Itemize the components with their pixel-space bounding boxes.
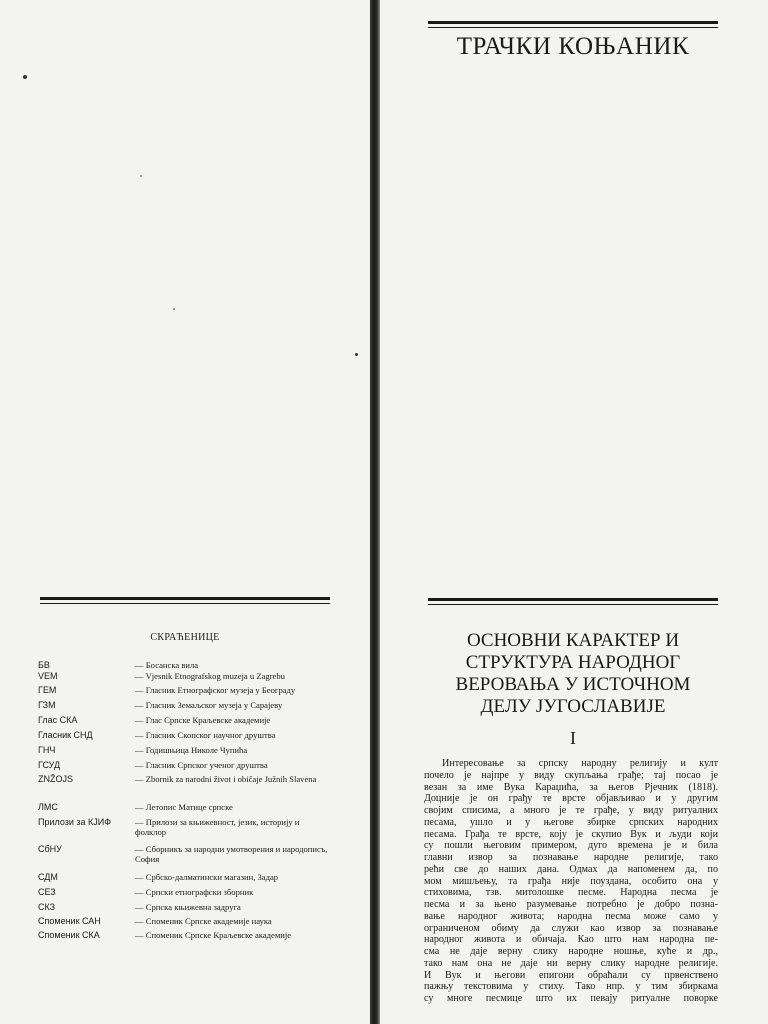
body-line: су многе песмице што их певају ритуалне поворке [424, 993, 718, 1004]
body-line: И Вук и његови епигони обраћали су првенствено [424, 969, 718, 981]
body-line: почело је најпре у виду скупљања грађе; тај посао је [424, 769, 718, 781]
article-title-line: ДЕЛУ ЈУГОСЛАВИЈЕ [480, 696, 666, 717]
abbr-key: VEM [38, 671, 58, 681]
abbr-key: ГСУД [38, 760, 61, 770]
body-line: сма не даје верну слику народне ношње, куће и др., [424, 946, 718, 957]
body-line: песама, ушло и у његове збирке српских народних [424, 816, 718, 828]
book-spine-gutter [370, 0, 380, 1024]
ink-speck [140, 175, 142, 177]
abbr-key: СЕЗ [38, 887, 56, 897]
abbr-key: СДМ [38, 872, 58, 882]
body-line: везан за име Вука Караџића, за његов Рјечник (1818). [424, 781, 718, 793]
body-line: стиховима, тзв. митолошке песме. Народна песма је [424, 887, 718, 899]
abbr-value: — Гласник Земаљског музеја у Сарајеву [135, 700, 283, 710]
article-title-line: ОСНОВНИ КАРАКТЕР И [466, 630, 680, 651]
abbr-value: — Српски етнографски зборник [135, 887, 254, 897]
ink-speck [173, 308, 175, 310]
body-line: вање народног живота; народна песма може само у [424, 910, 718, 922]
body-line: рећи све до наших дана. Одмах да напоменем да, по [424, 863, 718, 875]
abbr-key: ГЕМ [38, 685, 57, 695]
body-line: ограниченом обиму да служи као извор за познавање [424, 922, 718, 934]
abbr-value: — Глас Српске Краљевске академије [135, 715, 271, 725]
body-line: тако нам она не даје ни верну слику народне религије. [424, 957, 718, 969]
abbr-value: — Гласник Скопског научног друштва [135, 730, 276, 740]
article-body [424, 758, 718, 1005]
abbr-value: — Годишњица Николе Чупића [135, 745, 248, 755]
ink-speck [355, 353, 358, 356]
abbr-key: Прилози за КЈИФ [38, 817, 112, 827]
abbr-value: — Vjesnik Etnografskog muzeja u Zagrebu [135, 671, 285, 681]
abbr-value: — Србско-далматински магазин, Задар [135, 872, 279, 882]
article-top-rule-thick [428, 598, 718, 601]
section-number: I [570, 728, 576, 748]
abbr-key: Глас СКА [38, 715, 78, 725]
abbr-top-rule-thick [40, 597, 330, 600]
title-top-rule-thick [428, 21, 718, 24]
title-top-rule-thin [428, 27, 718, 28]
article-title-line: ВЕРОВАЊА У ИСТОЧНОМ [455, 674, 691, 695]
body-line: су пошли његовим примером, дуго времена је и била [424, 840, 718, 852]
abbr-top-rule-thin [40, 603, 330, 604]
abbr-value: — Српска књижевна задруга [135, 902, 241, 912]
abbr-key: ГНЧ [38, 745, 56, 755]
abbreviations-heading: СКРАЋЕНИЦЕ [150, 632, 220, 643]
article-top-rule-thin [428, 604, 718, 605]
abbr-key: ГЗМ [38, 700, 56, 710]
abbr-key: ЛМС [38, 802, 58, 812]
abbr-value: — Летопис Матице српске [135, 802, 233, 812]
abbr-value: — Гласник Етнографског музеја у Београду [135, 685, 296, 695]
abbr-value: — Споменик Српске академије наука [135, 916, 272, 926]
body-line: песама. Грађа те врсте, коју је скупио Вук и људи који [424, 828, 718, 840]
body-line: главни извор за познавање народне религије, тако [424, 852, 718, 863]
abbr-key: СбНУ [38, 844, 62, 854]
abbr-key: Споменик САН [38, 916, 101, 926]
left-page [0, 0, 372, 1024]
abbr-key: ZNŽOJS [38, 774, 73, 784]
abbr-value: — Споменик Српске Краљевске академије [135, 930, 292, 940]
abbr-value: — Гласник Српског ученог друштва [135, 760, 268, 770]
abbr-value: — Босанска вила [135, 660, 199, 670]
abbr-value: — Прилози за књижевност, језик, историју и фолклор [135, 817, 300, 837]
page-title: ТРАЧКИ КОЊАНИК [456, 33, 690, 60]
abbr-key: БВ [38, 660, 50, 670]
article-title [428, 630, 718, 718]
body-line: пажњу текстовима у стиху. Тако нпр. у тим збиркама [424, 981, 718, 993]
abbr-value: — Zbornik za narodni život i običaje Južnih Slavena [135, 774, 317, 784]
abbr-key: Гласник СНД [38, 730, 93, 740]
body-line: Интересовање за српску народну религију и култ [442, 758, 718, 769]
body-line: мом мишљењу, та грађа није поуздана, особито она у [424, 875, 718, 887]
body-line: песма и за њено разумевање потребно је добро позна- [424, 899, 718, 910]
body-line: Доцније је он грађу те врсте објављивао и у другим [424, 793, 718, 805]
abbr-key: СКЗ [38, 902, 56, 912]
body-line: својим списима, а много је те грађе, у виду ритуалних [424, 805, 718, 816]
ink-speck [23, 75, 27, 79]
body-line: народног живота и обичаја. Као што нам народна пе- [424, 934, 718, 946]
abbr-key: Споменик СКА [38, 930, 100, 940]
abbr-value: — Сборникъ за народни умотворения и народописъ, София [135, 844, 328, 864]
article-title-line: СТРУКТУРА НАРОДНОГ [465, 652, 681, 673]
